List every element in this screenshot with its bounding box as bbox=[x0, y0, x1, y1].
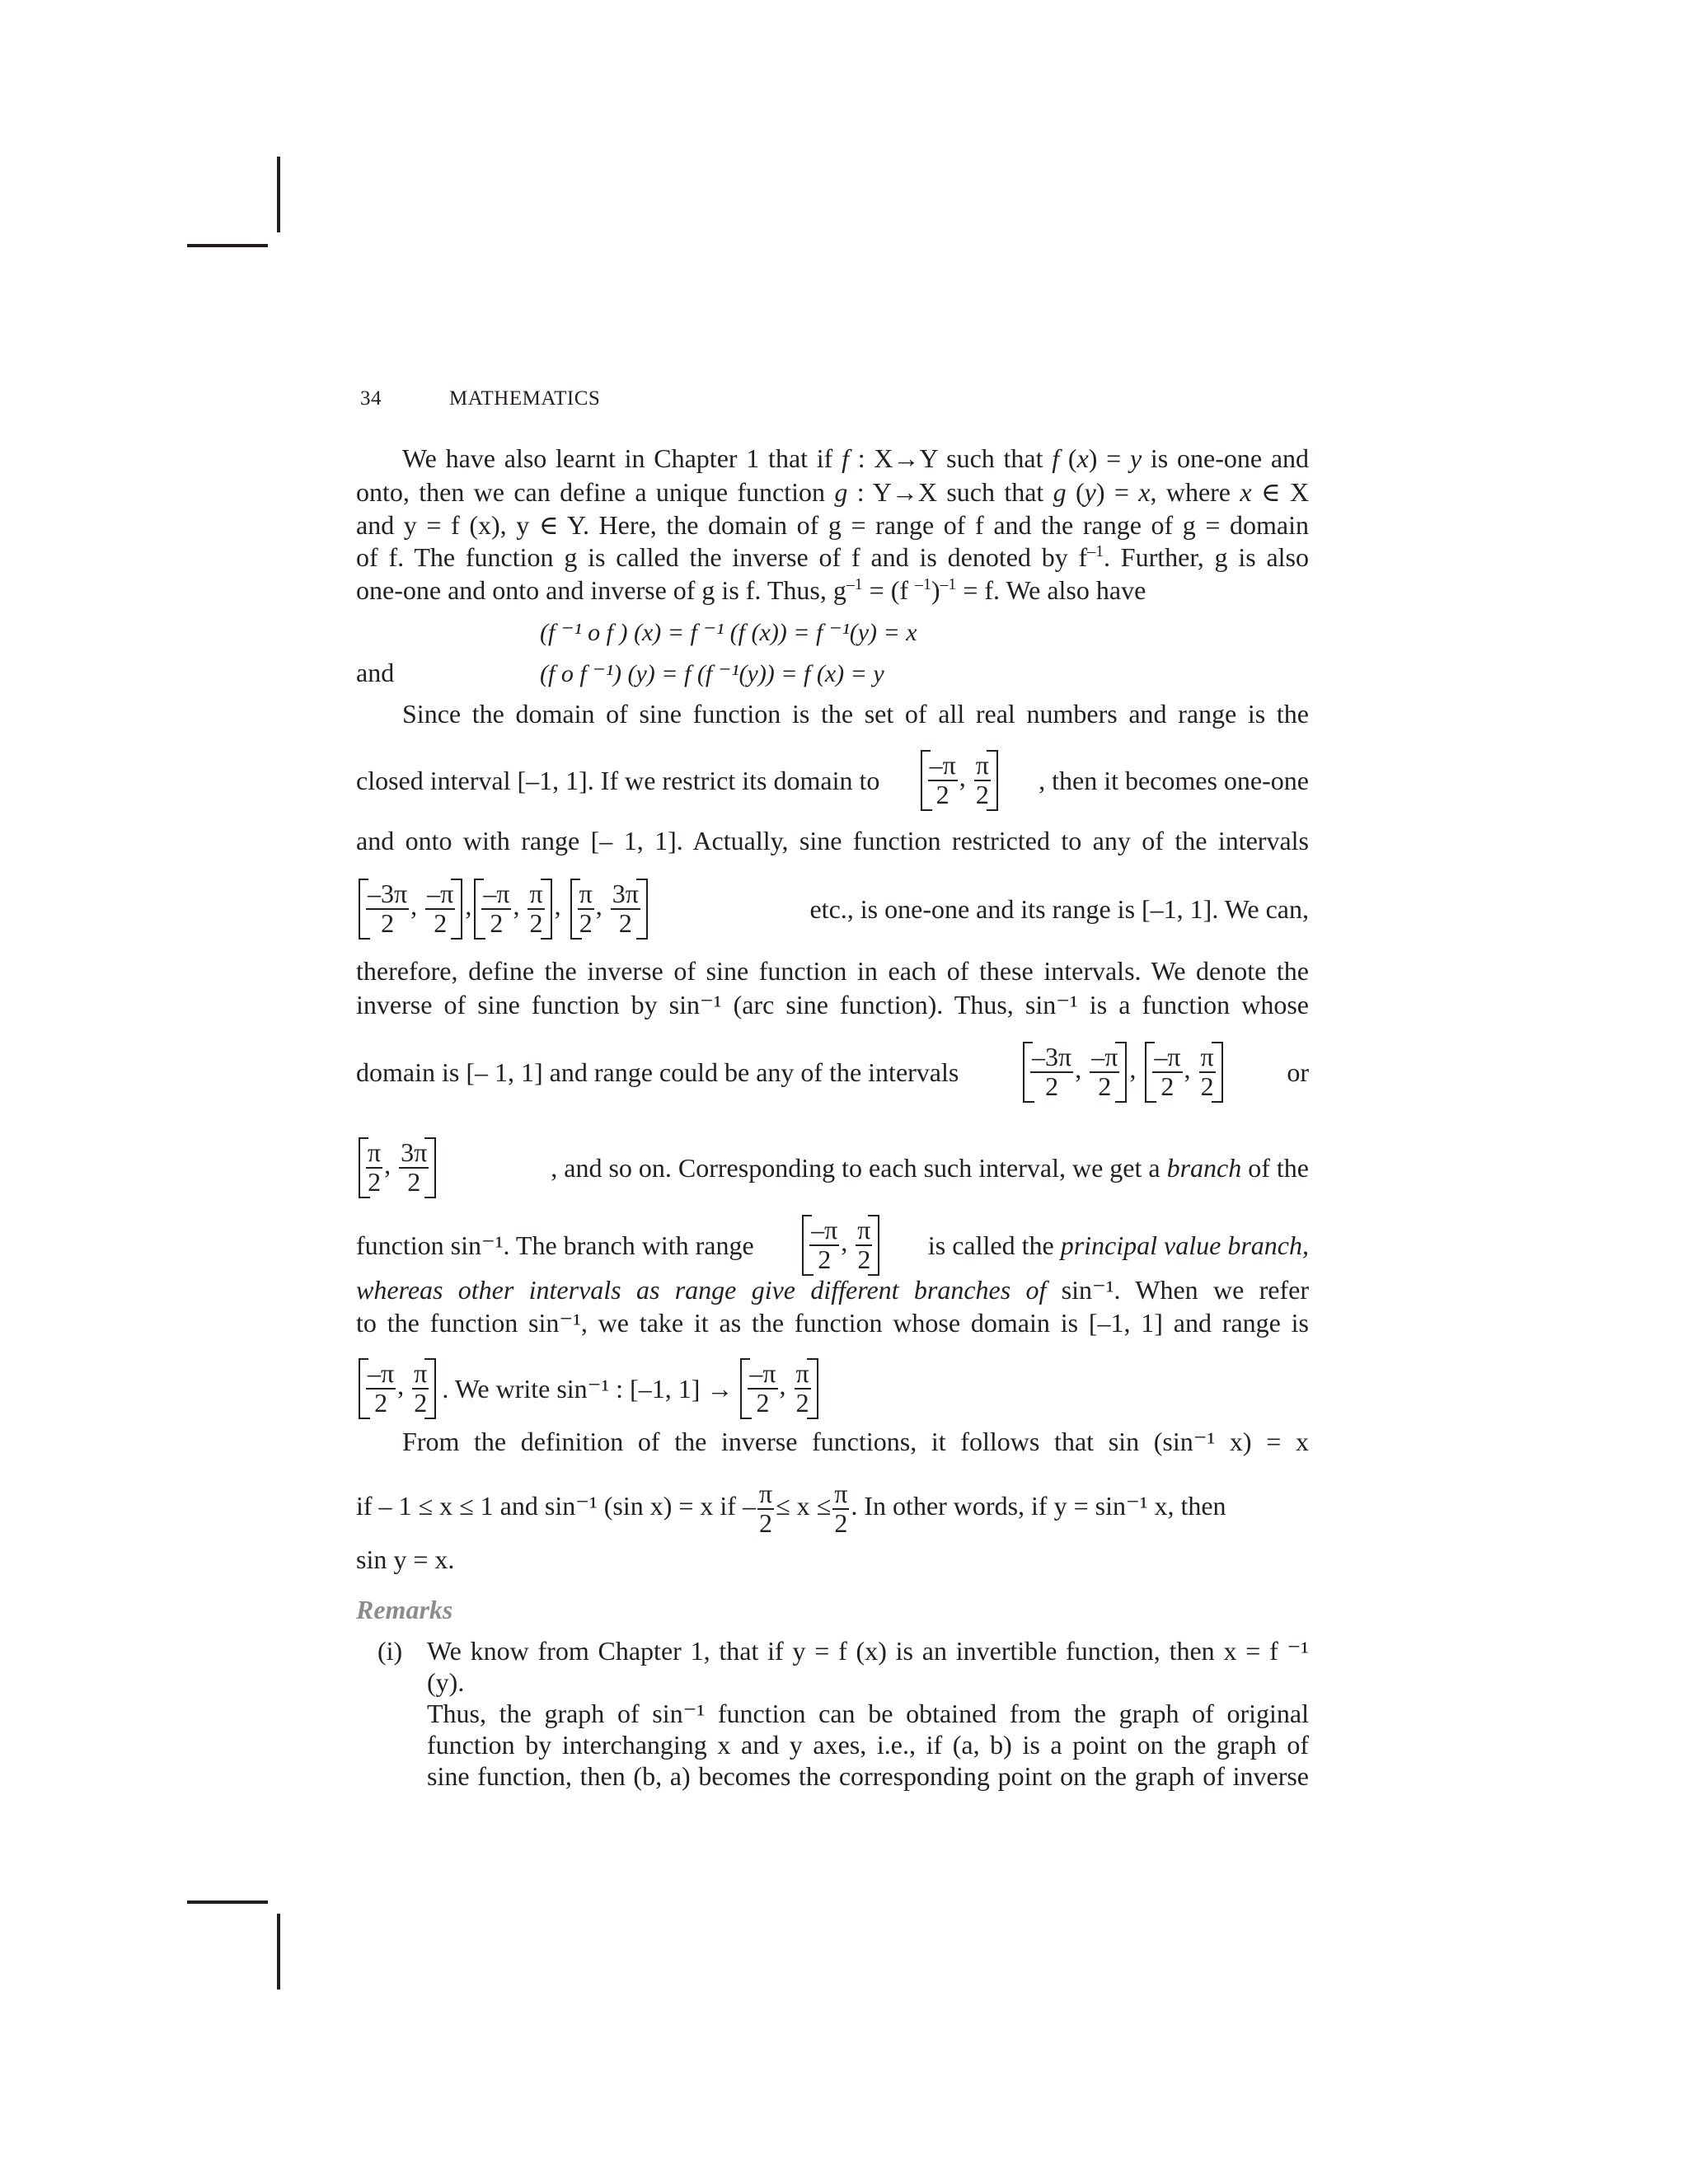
interval-neg3pi2-negpi2-b: $\frac{-3\pi}{2}$ , $\frac{-\pi}{2}$ bbox=[1023, 1042, 1127, 1102]
interval-range: $\frac{-\pi}{2}$ , $\frac{\pi}{2}$ bbox=[359, 1358, 436, 1418]
equation-2: (f o f ⁻¹) (y) = f (f ⁻¹(y)) = f (x) = y bbox=[540, 660, 884, 687]
crop-mark-bottom-vertical bbox=[277, 1914, 280, 1990]
para1-line2: onto, then we can define a unique function g : Y→X such that g (y) = x, where x ∈ X bbox=[356, 477, 1310, 507]
remark-line3: function by interchanging x and y axes, i.e., if (a, b) is a point on the graph of bbox=[427, 1730, 1309, 1760]
remarks-heading: Remarks bbox=[356, 1595, 453, 1624]
and-label: and bbox=[356, 658, 395, 687]
para2-line1: Since the domain of sine function is the set of all real numbers and range is the bbox=[402, 699, 1309, 729]
remark-line2: Thus, the graph of sin⁻¹ function can be obtained from the graph of original bbox=[427, 1699, 1309, 1728]
interval-negpi2-pi2-b: $\frac{-\pi}{2}$ , $\frac{\pi}{2}$ bbox=[1145, 1042, 1222, 1102]
para2-line9: function sin⁻¹. The branch with range $\frac{-\pi}{2}$ , $\frac{\pi}{2}$ is called the principal value branch, bbox=[356, 1215, 1309, 1274]
interval-pi2-3pi2: $\frac{\pi}{2}$ , $\frac{3\pi}{2}$ bbox=[570, 879, 648, 939]
para1-line5: one-one and onto and inverse of g is f. Thus, $g^{-1} = (f$ $^{-1}$)$^{-1}$ = f. We also have bbox=[356, 575, 1146, 605]
para2-line7: domain is [– 1, 1] and range could be any of the intervals $\frac{-3\pi}{2}$ , $\frac{-\pi}{2}$ , $\frac{-\pi}{2}$ , $\frac{\pi}{2}$ or bbox=[356, 1042, 1309, 1101]
para1-line1: We have also learnt in Chapter 1 that if f : X→Y such that f (x) = y is one-one and bbox=[402, 443, 1310, 473]
para2-line2: closed interval [–1, 1]. If we restrict its domain to $\frac{-\pi}{2}$ , $\frac{\pi}{2}$ , then it becomes one-one bbox=[356, 750, 1309, 809]
running-head: MATHEMATICS bbox=[449, 387, 601, 410]
page-number: 34 bbox=[360, 387, 382, 410]
interval-neg-pi2-pi2: $\frac{-\pi}{2}$ , $\frac{\pi}{2}$ bbox=[921, 750, 998, 810]
crop-mark-top-horizontal bbox=[187, 244, 268, 247]
para2-line6: inverse of sine function by sin⁻¹ (arc sine function). Thus, sin⁻¹ is a function whose bbox=[356, 990, 1309, 1019]
crop-mark-bottom-horizontal bbox=[187, 1900, 268, 1904]
remark-line4: sine function, then (b, a) becomes the corresponding point on the graph of inverse bbox=[427, 1761, 1309, 1791]
interval-pi2-3pi2-b: $\frac{\pi}{2}$ , $\frac{3\pi}{2}$ bbox=[359, 1137, 436, 1197]
para3-line3: sin y = x. bbox=[356, 1544, 455, 1574]
interval-negpi2-pi2: $\frac{-\pi}{2}$ , $\frac{\pi}{2}$ bbox=[474, 879, 551, 939]
para2-line8: $\frac{\pi}{2}$ , $\frac{3\pi}{2}$ , and so on. Corresponding to each such interval, we get a branch of the bbox=[356, 1131, 1309, 1205]
para2-line12: $\frac{-\pi}{2}$ , $\frac{\pi}{2}$ . We write sin⁻¹ : [–1, 1] → $\frac{-\pi}{2}$ , $\frac{\pi}{2}$ bbox=[356, 1352, 1309, 1426]
equation-1: (f ⁻¹ o f ) (x) = f ⁻¹ (f (x)) = f ⁻¹(y) = x bbox=[540, 619, 917, 646]
para1-line3: and y = f (x), y ∈ Y. Here, the domain of g = range of f and the range of g = domain bbox=[356, 510, 1309, 540]
remark-line1: We know from Chapter 1, that if y = f (x) is an invertible function, then x = f ⁻¹ (y). bbox=[427, 1636, 1309, 1697]
crop-mark-top-vertical bbox=[277, 157, 280, 232]
para2-line3: and onto with range [– 1, 1]. Actually, sine function restricted to any of the intervals bbox=[356, 826, 1309, 855]
interval-codomain: $\frac{-\pi}{2}$ , $\frac{\pi}{2}$ bbox=[740, 1358, 818, 1418]
para2-line5: therefore, define the inverse of sine function in each of these intervals. We denote the bbox=[356, 956, 1309, 986]
para2-line4: $\frac{-3\pi}{2}$ , $\frac{-\pi}{2}$ , $\frac{-\pi}{2}$ , $\frac{\pi}{2}$ , $\frac{\pi}{2}$ , $\frac{3\pi}{2}$ etc., is one-one and its range is [–1, 1]. We can, bbox=[356, 872, 1309, 946]
remark-item-1 bbox=[377, 1635, 1309, 1792]
remark-item-label: (i) bbox=[377, 1636, 403, 1666]
interval-neg3pi2-negpi2: $\frac{-3\pi}{2}$ , $\frac{-\pi}{2}$ bbox=[359, 879, 462, 939]
para2-line11: to the function sin⁻¹, we take it as the function whose domain is [–1, 1] and range is bbox=[356, 1308, 1309, 1338]
interval-principal-branch: $\frac{-\pi}{2}$ , $\frac{\pi}{2}$ bbox=[802, 1215, 879, 1275]
para3-line2: if – 1 ≤ x ≤ 1 and sin⁻¹ (sin x) = x if – $\frac{\pi}{2}$ ≤ x ≤ $\frac{\pi}{2}$ . In other words, if y = sin⁻¹ x, then bbox=[356, 1479, 1226, 1538]
para2-line10: whereas other intervals as range give different branches of sin⁻¹. When we refer bbox=[356, 1275, 1310, 1305]
para1-line4: of f. The function g is called the inverse of f and is denoted by $f^{-1}$. Further, g is also bbox=[356, 542, 1310, 572]
para3-line1: From the definition of the inverse functions, it follows that sin (sin⁻¹ x) = x bbox=[402, 1427, 1309, 1456]
